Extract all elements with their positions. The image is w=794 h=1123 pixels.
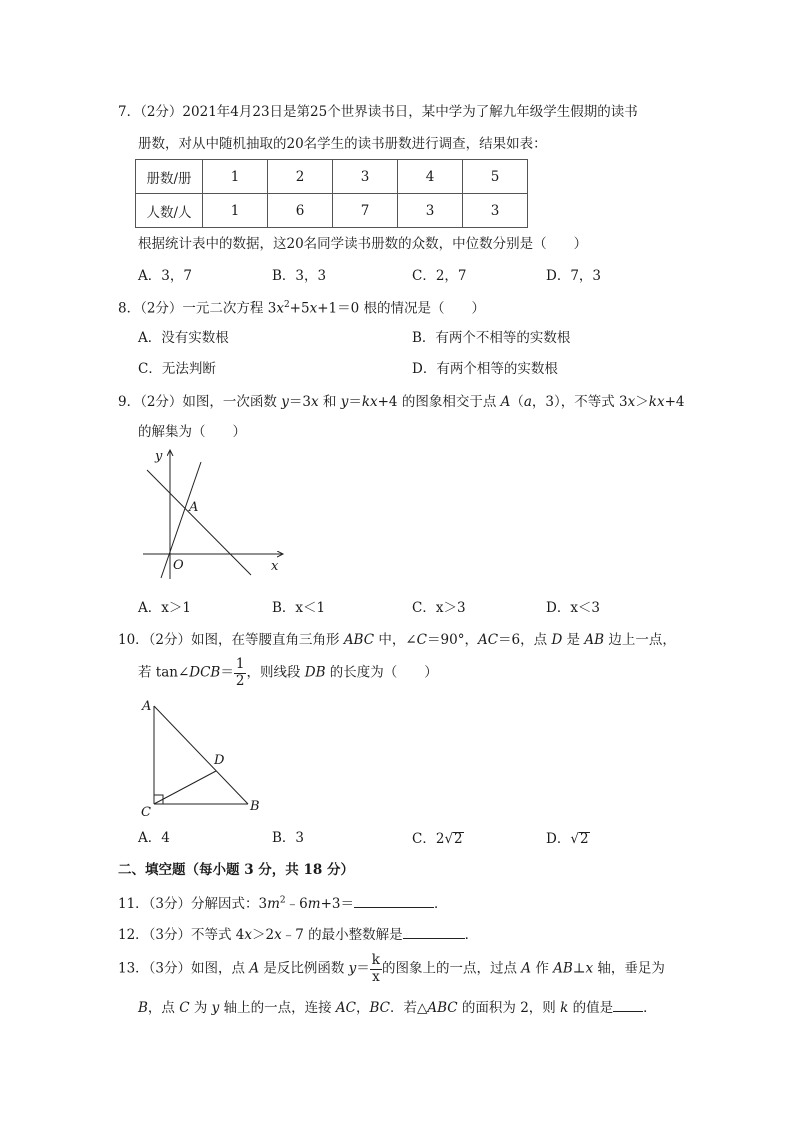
- q9-option-b: B．x＜1: [272, 600, 326, 616]
- point-a-label: A: [189, 500, 199, 515]
- answer-blank: [354, 895, 434, 908]
- q10-option-b: B．3: [272, 830, 305, 846]
- q8-option-c: C．无法判断: [138, 361, 216, 377]
- table-cell: 1: [203, 160, 268, 194]
- q9-line-1: 9．（2分）如图，一次函数 y＝3x 和 y＝kx+4 的图象相交于点 A（a，3），不等式 3x＞kx+4: [118, 394, 685, 410]
- y-axis-label: y: [155, 449, 163, 464]
- q7-option-d: D．7，3: [546, 268, 602, 284]
- table-cell: 7: [333, 194, 398, 228]
- origin-label: O: [173, 558, 184, 573]
- stats-table: [135, 159, 528, 228]
- q9-option-d: D．x＜3: [546, 600, 601, 616]
- q10-option-d: D．√2: [546, 831, 589, 847]
- table-cell: 3: [463, 194, 528, 228]
- x-axis-label: x: [271, 559, 279, 574]
- point-d-label: D: [214, 753, 225, 768]
- q8-option-a: A．没有实数根: [138, 330, 229, 346]
- table-cell: 5: [463, 160, 528, 194]
- q8-option-b: B．有两个不相等的实数根: [412, 330, 571, 346]
- q13-line-1: 13．（3分）如图，点 A 是反比例函数 y＝ $\frac{k}{x}$ 的图象上的一点，过点 A 作 AB⊥x 轴，垂足为: [118, 952, 665, 985]
- q10-triangle-figure: [138, 696, 268, 820]
- q9-option-a: A．x＞1: [138, 600, 191, 616]
- side-ab: [154, 706, 248, 804]
- q7-question: 根据统计表中的数据，这20名同学读书册数的众数，中位数分别是（ ）: [138, 236, 588, 252]
- table-cell: 3: [398, 194, 463, 228]
- q7-option-b: B．3，3: [272, 268, 327, 284]
- table-row-header: 人数/人: [136, 194, 203, 228]
- table-cell: 6: [268, 194, 333, 228]
- q7-option-a: A．3，7: [138, 268, 192, 284]
- table-row: [136, 194, 528, 228]
- q10-option-c: C．2√2: [412, 831, 463, 847]
- fraction-k-over-x: $\frac{k}{x}$: [371, 952, 380, 985]
- fraction-one-half: $\frac{1}{2}$: [235, 656, 245, 689]
- table-cell: 1: [203, 194, 268, 228]
- vertex-a-label: A: [142, 699, 152, 714]
- vertex-b-label: B: [250, 799, 260, 814]
- table-row-header: 册数/册: [136, 160, 203, 194]
- q11-stem: 11．（3分）分解因式：$3m^2﹣6m+3=$ ．: [118, 895, 448, 912]
- q8-option-d: D．有两个相等的实数根: [412, 361, 558, 377]
- table-row: [136, 160, 528, 194]
- q10-line-1: 10．（2分）如图，在等腰直角三角形 ABC 中，∠C＝90°，AC＝6，点 D 是 AB 边上一点，: [118, 632, 676, 648]
- answer-blank: [403, 926, 465, 939]
- q9-line-2: 的解集为（ ）: [138, 424, 246, 440]
- q13-line-2: B，点 C 为 y 轴上的一点，连接 AC，BC．若△ABC 的面积为 2，则 k 的值是 ．: [138, 1000, 657, 1016]
- q7-option-c: C．2，7: [412, 268, 467, 284]
- q8-stem: 8．（2分）一元二次方程 $3x^2+5x+1=0$ 根的情况是（ ）: [118, 300, 485, 317]
- vertex-c-label: C: [141, 805, 151, 820]
- line-y-kx-plus-4: [147, 470, 251, 575]
- table-cell: 2: [268, 160, 333, 194]
- q10-line-2: 若 tan∠DCB＝ $\frac{1}{2}$ ，则线段 DB 的长度为（ ）: [138, 656, 438, 689]
- q12-stem: 12．（3分）不等式 4x＞2x﹣7 的最小整数解是 ．: [118, 927, 479, 943]
- answer-blank: [613, 999, 643, 1012]
- table-cell: 4: [398, 160, 463, 194]
- table-cell: 3: [333, 160, 398, 194]
- q9-graph-figure: [135, 444, 295, 584]
- q7-line-1: 7．（2分）2021年4月23日是第25个世界读书日，某中学为了解九年级学生假期的读书: [118, 104, 638, 120]
- q10-option-a: A．4: [138, 830, 170, 846]
- q9-option-c: C．x＞3: [412, 600, 466, 616]
- section-2-title: 二、填空题（每小题 3 分，共 18 分）: [118, 862, 354, 878]
- q7-line-2: 册数，对从中随机抽取的20名学生的读书册数进行调查，结果如表：: [138, 136, 547, 152]
